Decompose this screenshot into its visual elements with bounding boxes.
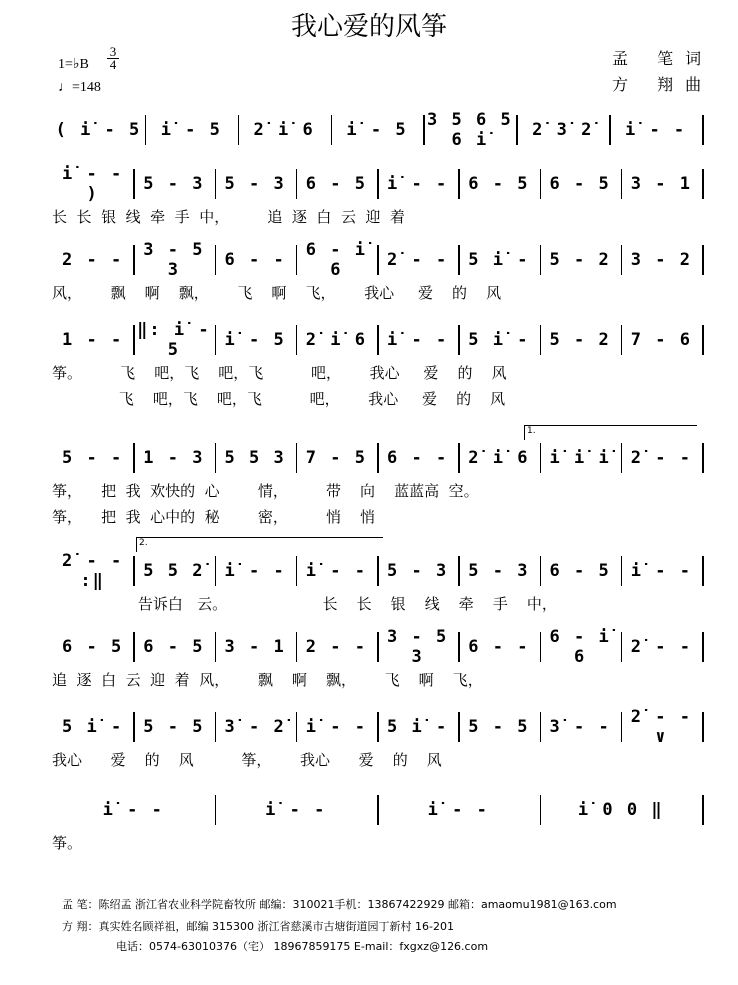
measure: 3 - 1 — [224, 637, 286, 657]
lyric-line: 我心 爱 的 风 筝， 我心 爱 的 风 — [52, 751, 442, 769]
measure: 5 i̇ - — [62, 717, 124, 737]
measure: i̇ - - — [427, 800, 489, 820]
score-row — [52, 438, 702, 484]
lyric-line: 追 逐 白 云 迎 着 风， 飘 啊 飘， 飞 啊 飞， — [52, 671, 483, 689]
measure: i̇ - - — [265, 800, 327, 820]
score-row — [52, 320, 702, 366]
measure: i̇ - - — [387, 330, 449, 350]
score-row — [52, 627, 702, 673]
measure: i̇ - - — [624, 120, 687, 140]
notes-line — [52, 110, 702, 150]
time-signature — [107, 46, 119, 71]
measure: 6 - i̇ 6 — [305, 240, 367, 280]
measure: i̇ - - — [387, 174, 449, 194]
barline — [702, 245, 704, 275]
measure: 6 - 5 — [305, 174, 367, 194]
measure: 3̇ - - — [549, 717, 611, 737]
composer-credit: 方 翔曲 — [612, 75, 714, 94]
lyric-line: 筝。 飞 吧，飞 吧，飞 吧， 我心 爱 的 风 — [52, 364, 507, 382]
measure: i̇ i̇ i̇ — [549, 448, 611, 468]
footer-line-1: 孟 笔：陈绍孟 浙江省农业科学院畜牧所 邮编：310021手机：13867422929 邮箱：amaomu1981@163.com — [62, 898, 617, 911]
tempo-mark: ♩=148 — [58, 80, 101, 95]
measure: 7 - 6 — [630, 330, 692, 350]
measure: 5 - 5 — [468, 717, 530, 737]
barline — [702, 115, 704, 145]
measure: 1 - - — [62, 330, 124, 350]
measure: 5 - 3 — [468, 561, 530, 581]
volta-2-label: 2. — [139, 538, 148, 548]
barline — [702, 632, 704, 662]
lyric-line: 飞 吧，飞 吧，飞 吧， 我心 爱 的 风 — [52, 390, 506, 408]
notes-line — [52, 164, 702, 204]
barline — [702, 443, 704, 473]
barline — [702, 795, 704, 825]
measure: 5 i̇ - — [387, 717, 449, 737]
notes-line — [52, 240, 702, 280]
measure: ‖: i̇ - 5 — [137, 320, 211, 360]
lyricist-credit: 孟 笔词 — [612, 49, 714, 68]
lyric-line: 筝， 把 我 欢快的 心 情， 带 向 蓝蓝高 空。 — [52, 482, 479, 500]
song-title: 我心爱的风筝 — [290, 12, 447, 42]
measure: 7 - 5 — [305, 448, 367, 468]
measure: 6 - 5 — [62, 637, 124, 657]
barline — [702, 712, 704, 742]
measure: 2 - - — [305, 637, 367, 657]
measure: 2̇ - - — [630, 448, 692, 468]
measure: 6 - 5 — [143, 637, 205, 657]
measure: 2̇ i̇ 6 — [468, 448, 530, 468]
measure: i̇ - - — [305, 561, 367, 581]
barline — [702, 556, 704, 586]
lyric-line: 告诉白 云。 长 长 银 线 牵 手 中， — [52, 595, 557, 613]
measure: 6 - 5 — [549, 174, 611, 194]
notes-line — [52, 627, 702, 667]
measure: 5 i̇ - — [468, 330, 530, 350]
measure: 2̇ 3̇ 2̇ — [532, 120, 594, 140]
measure: 2̇ - - — [387, 250, 449, 270]
volta-1-bracket — [524, 425, 697, 440]
score-row — [52, 110, 702, 156]
measure: i̇ - - — [630, 561, 692, 581]
measure: 5 5 2̇ — [143, 561, 205, 581]
measure: 5 - 3 — [387, 561, 449, 581]
measure: 6 - - — [468, 637, 530, 657]
footer-line-3: 电话：0574-63010376（宅） 18967859175 E-mail：fxgxz@126.com — [116, 940, 489, 953]
notes-line — [52, 438, 702, 478]
measure: i̇ - 5 — [160, 120, 222, 140]
measure: 6 - 5 — [468, 174, 530, 194]
score-row — [52, 240, 702, 286]
lyric-line: 筝。 — [52, 834, 83, 852]
measure: 6 - i̇ 6 — [549, 627, 611, 667]
key-signature: 1=♭B — [58, 57, 89, 72]
score-row — [52, 707, 702, 753]
measure: 5 - - — [62, 448, 124, 468]
measure: 1 - 3 — [143, 448, 205, 468]
measure: 2̇ - - ∨ — [630, 707, 692, 747]
measure: 5 - 3 — [224, 174, 286, 194]
measure: 6 - 5 — [549, 561, 611, 581]
measure: 5 - 2 — [549, 330, 611, 350]
notes-line — [52, 707, 702, 747]
lyric-line: 筝， 把 我 心中的 秘 密， 悄 悄 — [52, 508, 376, 526]
measure: 3 - 5 3 — [387, 627, 449, 667]
measure: 5 - 5 — [143, 717, 205, 737]
notes-line — [52, 790, 702, 830]
measure: i̇ - 5 — [346, 120, 408, 140]
time-sig-top: 3 — [109, 44, 117, 59]
measure: 5 - 2 — [549, 250, 611, 270]
measure: 2̇ i̇ 6 — [253, 120, 315, 140]
measure: 2̇ - - — [630, 637, 692, 657]
measure: 5 i̇ - — [468, 250, 530, 270]
measure: i̇ - - — [305, 717, 367, 737]
measure: 2̇ i̇ 6 — [305, 330, 367, 350]
measure: i̇ - - — [224, 561, 286, 581]
measure: 3 - 5 3 — [143, 240, 205, 280]
measure: i̇ - 5 — [224, 330, 286, 350]
measure: 6 - - — [387, 448, 449, 468]
volta-1-label: 1. — [527, 426, 536, 436]
score-row — [52, 164, 702, 210]
measure: 5 5 3 — [224, 448, 286, 468]
barline — [702, 325, 704, 355]
barline — [702, 169, 704, 199]
lyric-line: 长 长 银 线 牵 手 中， 追 逐 白 云 迎 着 — [52, 208, 406, 226]
measure: 3 - 1 — [630, 174, 692, 194]
score-row — [52, 551, 702, 597]
measure: 2̇ - - :‖ — [62, 551, 124, 591]
footer-line-2: 方 翔：真实姓名顾祥祖，邮编 315300 浙江省慈溪市古塘街道园丁新村 16-201 — [62, 920, 454, 933]
notes-line — [52, 551, 702, 591]
time-sig-bottom: 4 — [107, 58, 119, 71]
measure: 5 - 3 — [143, 174, 205, 194]
lyric-line: 风， 飘 啊 飘， 飞 啊 飞， 我心 爱 的 风 — [52, 284, 502, 302]
measure: 3̇ - 2̇ — [224, 717, 286, 737]
volta-2-bracket — [136, 537, 383, 552]
measure: ( i̇ - 5 — [55, 120, 142, 140]
measure: 3 - 2 — [630, 250, 692, 270]
score-row — [52, 790, 702, 836]
measure: i̇ - - ) — [62, 164, 124, 204]
measure: i̇ - - — [102, 800, 164, 820]
measure: 3 5 6 5 6 i̇ — [427, 110, 513, 150]
measure: 2 - - — [62, 250, 124, 270]
measure: 6 - - — [224, 250, 286, 270]
measure: i̇ 0 0 ‖ — [577, 800, 664, 820]
notes-line — [52, 320, 702, 360]
